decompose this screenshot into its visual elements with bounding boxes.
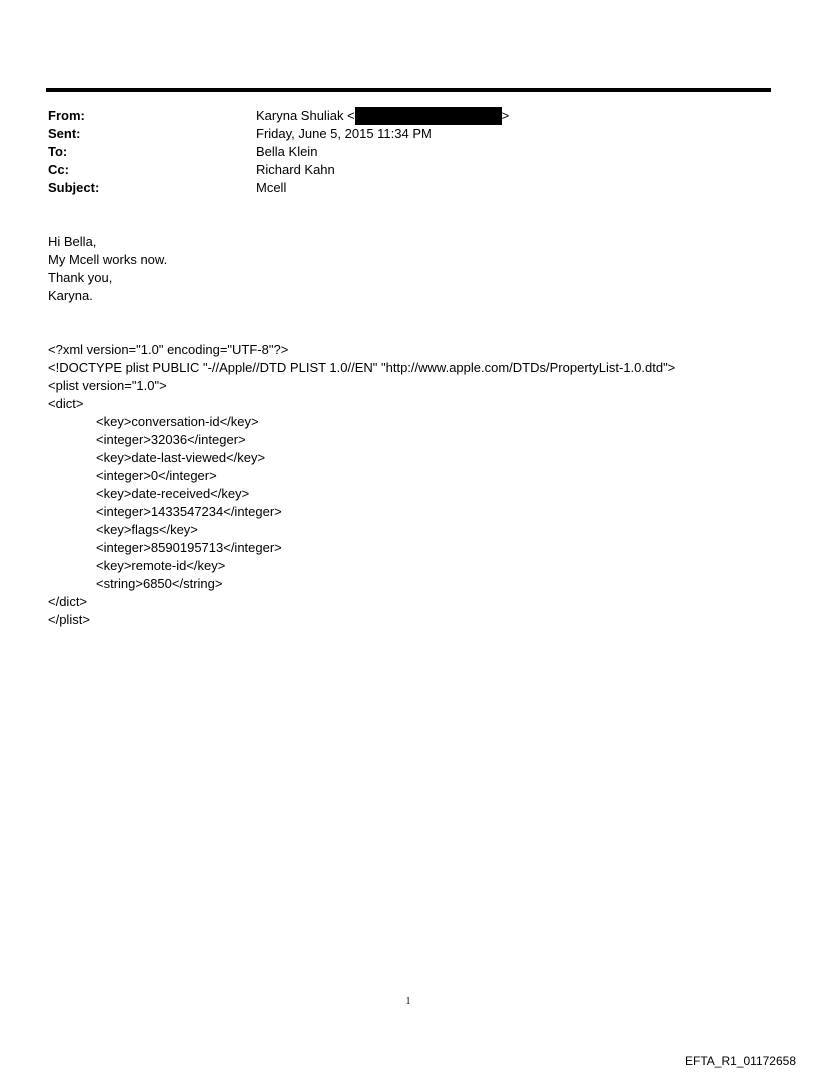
- from-value: [256, 107, 509, 125]
- xml-line: <key>remote-id</key>: [96, 558, 226, 573]
- xml-line: <integer>1433547234</integer>: [96, 504, 282, 519]
- xml-line: <integer>32036</integer>: [96, 432, 246, 447]
- from-name: Karyna Shuliak <: [256, 108, 355, 123]
- to-label: To:: [48, 144, 68, 159]
- from-label: From:: [48, 108, 85, 123]
- document-id: EFTA_R1_01172658: [685, 1054, 796, 1068]
- xml-line: </dict>: [48, 594, 88, 609]
- xml-line: <key>date-last-viewed</key>: [96, 450, 266, 465]
- redaction-box: [355, 107, 502, 125]
- xml-line: <!DOCTYPE plist PUBLIC "-//Apple//DTD PLIST 1.0//EN" "http://www.apple.com/DTDs/PropertyList-1.0.dtd">: [48, 360, 676, 375]
- email-body: [48, 233, 167, 305]
- subject-value: Mcell: [256, 180, 287, 195]
- plist-xml-block: [48, 341, 675, 629]
- cc-label: Cc:: [48, 162, 69, 177]
- xml-line: <integer>8590195713</integer>: [96, 540, 282, 555]
- xml-line: <plist version="1.0">: [48, 378, 167, 393]
- to-value: Bella Klein: [256, 144, 318, 159]
- xml-line: <key>flags</key>: [96, 522, 198, 537]
- xml-line: <string>6850</string>: [96, 576, 223, 591]
- from-close: >: [501, 108, 510, 123]
- body-line: Thank you,: [48, 270, 113, 285]
- subject-label: Subject:: [48, 180, 100, 195]
- sent-label: Sent:: [48, 126, 81, 141]
- xml-line: <?xml version="1.0" encoding="UTF-8"?>: [48, 342, 289, 357]
- sent-value: Friday, June 5, 2015 11:34 PM: [256, 126, 432, 141]
- xml-line: <dict>: [48, 396, 84, 411]
- xml-line: <key>conversation-id</key>: [96, 414, 259, 429]
- header-rule: [46, 88, 771, 92]
- body-line: My Mcell works now.: [48, 252, 168, 267]
- body-line: Hi Bella,: [48, 234, 97, 249]
- body-line: Karyna.: [48, 288, 93, 303]
- cc-value: Richard Kahn: [256, 162, 335, 177]
- xml-line: <key>date-received</key>: [96, 486, 250, 501]
- xml-line: </plist>: [48, 612, 90, 627]
- page-number: 1: [405, 996, 411, 1007]
- xml-line: <integer>0</integer>: [96, 468, 217, 483]
